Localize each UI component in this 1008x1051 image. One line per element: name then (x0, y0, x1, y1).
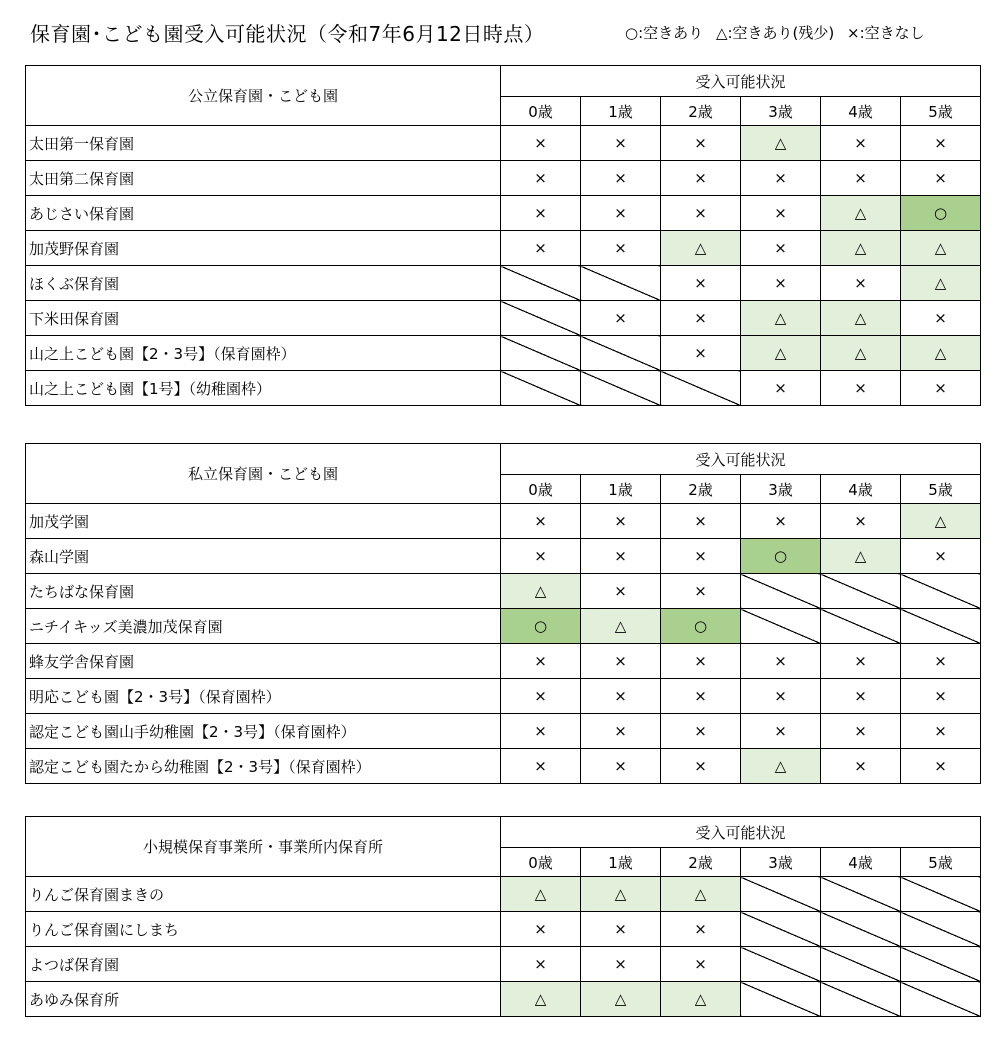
age-header-0: 0歳 (501, 475, 581, 504)
availability-cell: × (581, 504, 661, 539)
availability-cell: × (741, 679, 821, 714)
availability-cell: × (661, 714, 741, 749)
availability-cell: × (661, 301, 741, 336)
age-header-3: 3歳 (741, 97, 821, 126)
availability-cell: × (501, 714, 581, 749)
not-applicable-cell (741, 574, 821, 609)
facility-name: 下米田保育園 (26, 301, 501, 336)
table-row (26, 644, 981, 679)
availability-cell: △ (901, 336, 981, 371)
not-applicable-cell (661, 371, 741, 406)
facility-name: 森山学園 (26, 539, 501, 574)
availability-cell: × (821, 679, 901, 714)
availability-cell: ○ (501, 609, 581, 644)
not-applicable-cell (901, 982, 981, 1017)
availability-cell: × (661, 749, 741, 784)
table-row (26, 982, 981, 1017)
table-row (26, 574, 981, 609)
not-applicable-cell (501, 371, 581, 406)
facility-name: よつば保育園 (26, 947, 501, 982)
not-applicable-cell (821, 947, 901, 982)
availability-cell: △ (581, 609, 661, 644)
facility-name: 山之上こども園【2・3号】（保育園枠） (26, 336, 501, 371)
availability-cell: △ (741, 301, 821, 336)
availability-cell: △ (661, 982, 741, 1017)
age-header-1: 1歳 (581, 848, 661, 877)
availability-cell: × (901, 126, 981, 161)
availability-cell: × (741, 644, 821, 679)
availability-cell: △ (741, 749, 821, 784)
not-applicable-cell (581, 266, 661, 301)
facility-name: 蜂友学舎保育園 (26, 644, 501, 679)
facility-name: たちばな保育園 (26, 574, 501, 609)
facility-name: 太田第二保育園 (26, 161, 501, 196)
availability-cell: × (741, 231, 821, 266)
availability-cell: △ (661, 231, 741, 266)
not-applicable-cell (501, 336, 581, 371)
legend-few: △:空きあり(残少) (715, 24, 835, 42)
not-applicable-cell (581, 336, 661, 371)
facility-name: 認定こども園たから幼稚園【2・3号】（保育園枠） (26, 749, 501, 784)
availability-cell: × (501, 679, 581, 714)
availability-cell: × (821, 714, 901, 749)
availability-cell: △ (741, 336, 821, 371)
availability-cell: × (581, 912, 661, 947)
availability-cell: △ (821, 301, 901, 336)
availability-cell: × (581, 196, 661, 231)
age-header-2: 2歳 (661, 848, 741, 877)
not-applicable-cell (901, 574, 981, 609)
facility-name: あじさい保育園 (26, 196, 501, 231)
facility-name: ほくぶ保育園 (26, 266, 501, 301)
availability-cell: × (661, 912, 741, 947)
availability-cell: △ (741, 126, 821, 161)
group-label: 私立保育園・こども園 (26, 444, 501, 504)
page-title: 保育園･こども園受入可能状況（令和7年6月12日時点） (30, 22, 545, 46)
age-header-0: 0歳 (501, 97, 581, 126)
availability-cell: × (581, 749, 661, 784)
age-header-5: 5歳 (901, 475, 981, 504)
not-applicable-cell (501, 301, 581, 336)
table-row (26, 912, 981, 947)
availability-cell: ○ (741, 539, 821, 574)
availability-cell: × (501, 161, 581, 196)
age-header-3: 3歳 (741, 475, 821, 504)
not-applicable-cell (581, 371, 661, 406)
availability-cell: △ (581, 877, 661, 912)
availability-cell: × (661, 336, 741, 371)
facility-name: 加茂学園 (26, 504, 501, 539)
table-row (26, 126, 981, 161)
availability-cell: × (661, 126, 741, 161)
not-applicable-cell (821, 574, 901, 609)
availability-cell: × (581, 161, 661, 196)
availability-cell: × (901, 161, 981, 196)
legend-none: ×:空きなし (847, 24, 925, 42)
not-applicable-cell (501, 266, 581, 301)
availability-table-2 (25, 443, 981, 784)
not-applicable-cell (821, 982, 901, 1017)
availability-cell: × (661, 266, 741, 301)
availability-cell: × (581, 231, 661, 266)
availability-cell: × (821, 126, 901, 161)
table-row (26, 679, 981, 714)
availability-cell: × (501, 947, 581, 982)
table-row (26, 539, 981, 574)
age-header-4: 4歳 (821, 475, 901, 504)
availability-cell: × (661, 574, 741, 609)
not-applicable-cell (901, 877, 981, 912)
availability-cell: △ (901, 231, 981, 266)
availability-cell: × (741, 161, 821, 196)
availability-cell: × (901, 644, 981, 679)
age-header-0: 0歳 (501, 848, 581, 877)
availability-cell: × (661, 947, 741, 982)
availability-cell: × (661, 161, 741, 196)
availability-cell: × (501, 231, 581, 266)
availability-header: 受入可能状況 (501, 66, 981, 97)
availability-cell: × (821, 749, 901, 784)
availability-cell: × (901, 371, 981, 406)
availability-cell: × (581, 714, 661, 749)
availability-cell: △ (901, 504, 981, 539)
not-applicable-cell (901, 947, 981, 982)
availability-cell: × (901, 301, 981, 336)
availability-cell: × (501, 196, 581, 231)
availability-cell: × (501, 126, 581, 161)
availability-cell: × (501, 644, 581, 679)
table-row (26, 161, 981, 196)
availability-header: 受入可能状況 (501, 817, 981, 848)
table-row (26, 877, 981, 912)
availability-cell: × (901, 539, 981, 574)
legend-available: ○:空きあり (625, 24, 704, 42)
group-label: 小規模保育事業所・事業所内保育所 (26, 817, 501, 877)
facility-name: 認定こども園山手幼稚園【2・3号】（保育園枠） (26, 714, 501, 749)
not-applicable-cell (741, 877, 821, 912)
availability-cell: × (581, 679, 661, 714)
age-header-1: 1歳 (581, 97, 661, 126)
availability-cell: × (661, 539, 741, 574)
availability-cell: △ (501, 982, 581, 1017)
availability-cell: ○ (901, 196, 981, 231)
availability-cell: × (501, 539, 581, 574)
group-label: 公立保育園・こども園 (26, 66, 501, 126)
table-row (26, 301, 981, 336)
not-applicable-cell (741, 912, 821, 947)
age-header-4: 4歳 (821, 97, 901, 126)
availability-cell: × (661, 196, 741, 231)
availability-cell: × (821, 371, 901, 406)
availability-cell: ○ (661, 609, 741, 644)
age-header-2: 2歳 (661, 475, 741, 504)
not-applicable-cell (741, 609, 821, 644)
table-row (26, 504, 981, 539)
availability-cell: × (661, 504, 741, 539)
table-row (26, 266, 981, 301)
availability-cell: × (821, 504, 901, 539)
age-header-2: 2歳 (661, 97, 741, 126)
availability-table-1 (25, 65, 981, 406)
age-header-5: 5歳 (901, 97, 981, 126)
availability-cell: × (741, 266, 821, 301)
availability-header: 受入可能状況 (501, 444, 981, 475)
availability-cell: △ (821, 539, 901, 574)
facility-name: ニチイキッズ美濃加茂保育園 (26, 609, 501, 644)
not-applicable-cell (741, 982, 821, 1017)
availability-table-3 (25, 816, 981, 1017)
availability-cell: × (581, 126, 661, 161)
not-applicable-cell (821, 609, 901, 644)
table-row (26, 196, 981, 231)
not-applicable-cell (821, 877, 901, 912)
age-header-3: 3歳 (741, 848, 821, 877)
not-applicable-cell (741, 947, 821, 982)
table-row (26, 609, 981, 644)
availability-cell: × (821, 266, 901, 301)
table-row (26, 336, 981, 371)
legend (625, 22, 933, 43)
not-applicable-cell (901, 912, 981, 947)
availability-cell: △ (661, 877, 741, 912)
table-row (26, 947, 981, 982)
availability-cell: △ (821, 336, 901, 371)
table-row (26, 714, 981, 749)
availability-cell: × (581, 539, 661, 574)
availability-cell: × (581, 574, 661, 609)
not-applicable-cell (901, 609, 981, 644)
availability-cell: × (581, 301, 661, 336)
availability-cell: × (741, 196, 821, 231)
availability-cell: △ (501, 574, 581, 609)
table-row (26, 371, 981, 406)
age-header-1: 1歳 (581, 475, 661, 504)
availability-cell: × (501, 504, 581, 539)
facility-name: 太田第一保育園 (26, 126, 501, 161)
facility-name: あゆみ保育所 (26, 982, 501, 1017)
not-applicable-cell (821, 912, 901, 947)
availability-cell: × (901, 714, 981, 749)
availability-cell: △ (821, 231, 901, 266)
table-row (26, 749, 981, 784)
facility-name: りんご保育園にしまち (26, 912, 501, 947)
age-header-5: 5歳 (901, 848, 981, 877)
availability-cell: × (741, 714, 821, 749)
availability-cell: × (901, 679, 981, 714)
facility-name: 明応こども園【2・3号】（保育園枠） (26, 679, 501, 714)
availability-cell: × (741, 504, 821, 539)
availability-cell: △ (821, 196, 901, 231)
facility-name: りんご保育園まきの (26, 877, 501, 912)
availability-cell: △ (901, 266, 981, 301)
table-row (26, 231, 981, 266)
availability-cell: × (821, 644, 901, 679)
availability-cell: × (821, 161, 901, 196)
availability-cell: △ (501, 877, 581, 912)
availability-cell: △ (581, 982, 661, 1017)
facility-name: 山之上こども園【1号】（幼稚園枠） (26, 371, 501, 406)
availability-cell: × (661, 679, 741, 714)
availability-cell: × (661, 644, 741, 679)
facility-name: 加茂野保育園 (26, 231, 501, 266)
availability-cell: × (501, 749, 581, 784)
availability-cell: × (901, 749, 981, 784)
availability-cell: × (581, 947, 661, 982)
availability-cell: × (501, 912, 581, 947)
availability-cell: × (581, 644, 661, 679)
age-header-4: 4歳 (821, 848, 901, 877)
availability-cell: × (741, 371, 821, 406)
